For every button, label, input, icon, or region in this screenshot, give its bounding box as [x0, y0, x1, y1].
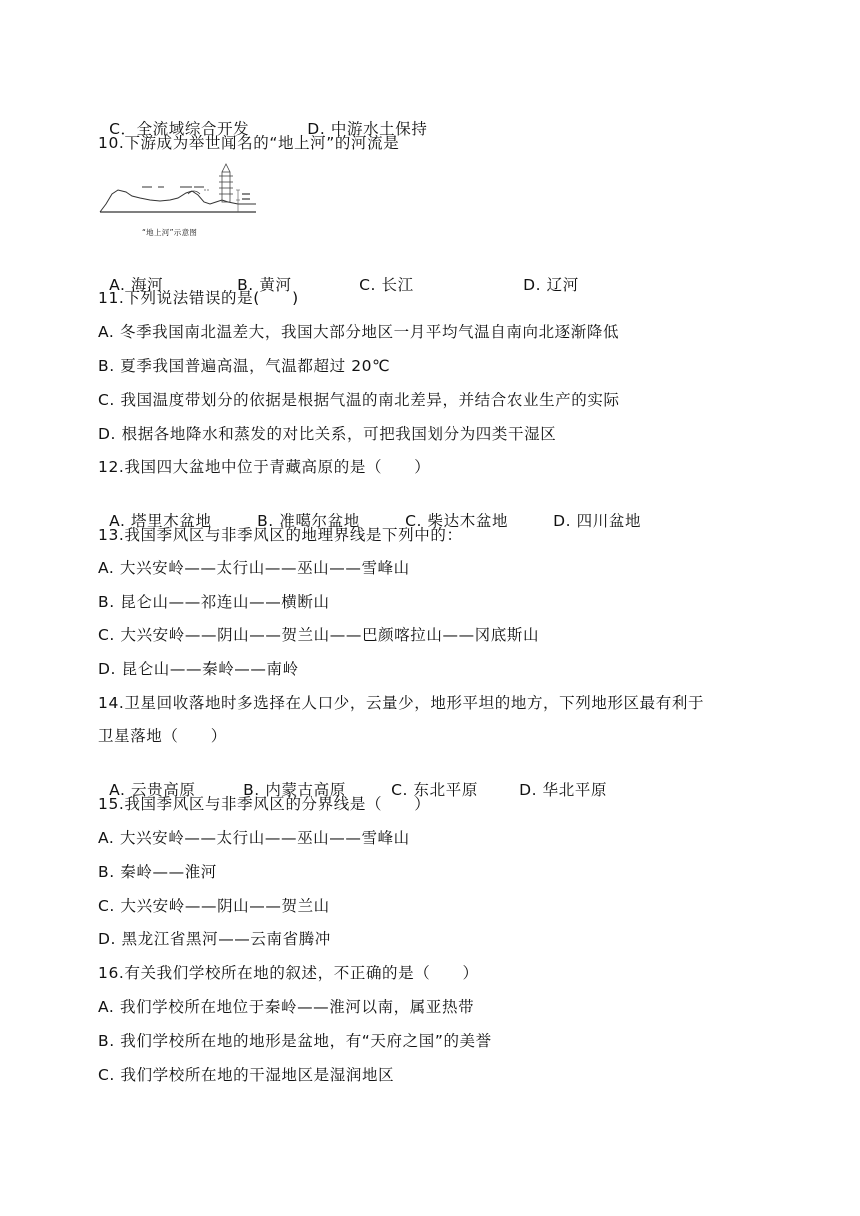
q16-option-c: C. 我们学校所在地的干湿地区是湿润地区	[98, 1066, 395, 1084]
q11-stem: 11.下列说法错误的是( )	[98, 289, 299, 307]
q10-option-d: D. 辽河	[523, 276, 579, 294]
q12-option-d: D. 四川盆地	[553, 512, 642, 530]
q11-option-a: A. 冬季我国南北温差大，我国大部分地区一月平均气温自南向北逐渐降低	[98, 323, 620, 341]
q12-option-b: B. 准噶尔盆地	[257, 512, 360, 530]
q10-option-a: A. 海河	[109, 276, 164, 294]
q10-option-b: B. 黄河	[237, 276, 292, 294]
q14-option-b: B. 内蒙古高原	[243, 781, 346, 799]
q16-stem: 16.有关我们学校所在地的叙述，不正确的是（ ）	[98, 964, 479, 982]
q11-option-c: C. 我国温度带划分的依据是根据气温的南北差异，并结合农业生产的实际	[98, 391, 620, 409]
q15-option-b: B. 秦岭——淮河	[98, 863, 217, 881]
q9-option-c: C．全流域综合开发	[109, 120, 250, 138]
q13-option-a: A. 大兴安岭——太行山——巫山——雪峰山	[98, 559, 410, 577]
q13-option-b: B. 昆仑山——祁连山——横断山	[98, 593, 330, 611]
q12-option-a: A. 塔里木盆地	[109, 512, 212, 530]
q11-option-b: B. 夏季我国普遍高温，气温都超过 20℃	[98, 357, 391, 375]
q12-option-c: C. 柴达木盆地	[405, 512, 509, 530]
q9-option-d: D. 中游水土保持	[307, 120, 428, 138]
q14-stem-line2: 卫星落地（ ）	[98, 727, 227, 745]
q16-option-b: B. 我们学校所在地的地形是盆地，有“天府之国”的美誉	[98, 1032, 492, 1050]
q10-stem: 10.下游成为举世闻名的“地上河”的河流是	[98, 134, 400, 152]
q12-stem: 12.我国四大盆地中位于青藏高原的是（ ）	[98, 458, 431, 476]
q15-stem: 15.我国季风区与非季风区的分界线是（ ）	[98, 795, 431, 813]
q14-option-d: D. 华北平原	[519, 781, 608, 799]
q15-option-d: D. 黑龙江省黑河——云南省腾冲	[98, 930, 331, 948]
q15-option-a: A. 大兴安岭——太行山——巫山——雪峰山	[98, 829, 410, 847]
q14-option-a: A. 云贵高原	[109, 781, 196, 799]
q11-option-d: D. 根据各地降水和蒸发的对比关系，可把我国划分为四类干湿区	[98, 425, 557, 443]
q13-option-c: C. 大兴安岭——阴山——贺兰山——巴颜喀拉山——冈底斯山	[98, 626, 540, 644]
q15-option-c: C. 大兴安岭——阴山——贺兰山	[98, 897, 330, 915]
q13-option-d: D. 昆仑山——秦岭——南岭	[98, 660, 299, 678]
q14-stem-line1: 14.卫星回收落地时多选择在人口少，云量少，地形平坦的地方，下列地形区最有利于	[98, 694, 705, 712]
figure-caption: “地上河”示意图	[142, 228, 198, 237]
q14-option-c: C. 东北平原	[391, 781, 478, 799]
q16-option-a: A. 我们学校所在地位于秦岭——淮河以南，属亚热带	[98, 998, 475, 1016]
q13-stem: 13.我国季风区与非季风区的地理界线是下列中的：	[98, 526, 463, 544]
q10-option-c: C. 长江	[359, 276, 414, 294]
